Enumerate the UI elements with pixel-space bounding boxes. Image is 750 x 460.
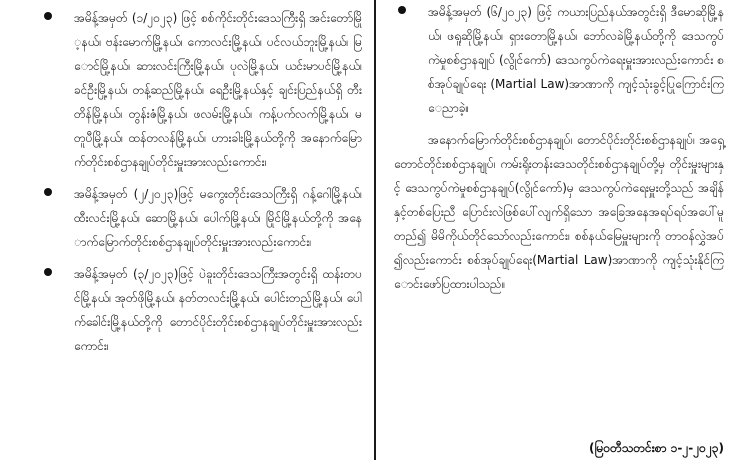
list-item	[394, 0, 724, 120]
item-text: အမိန့်အမှတ် (၂/၂၀၂၃)ဖြင့် မကွေးတိုင်းဒေသကြီးရှိ ဂန့်ဂေါမြို့နယ်၊ ထီးလင်းမြို့နယ်၊ ဆောမြို့နယ်၊ ပေါက်မြို့နယ်၊ မြိုင်မြို့နယ်တို့ကို အနောက်မြောက်တိုင်းစစ်ဌာနချုပ်တိုင်းမှူးအားလည်းကောင်း၊	[74, 187, 362, 249]
left-column	[40, 6, 362, 366]
bullet-icon	[44, 268, 52, 276]
body-paragraph: အနောက်မြောက်တိုင်းစစ်ဌာနချုပ်၊ တောင်ပိုင်းတိုင်းစစ်ဌာနချုပ်၊ အရှေ့တောင်တိုင်းစစ်ဌာနချုပ်၊ ကမ်းရိုးတန်းဒေသတိုင်းစစ်ဌာနချုပ်တို့မှ တိုင်းမှူးများနှင့် ဒေသကွပ်ကဲမှုစစ်ဌာနချုပ်(လွိုင်ကော်)မှ ဒေသကွပ်ကဲရေးမှူးတို့သည် အချိန်နှင့်တစ်ပြေးညီ ပြောင်းလဲဖြစ်ပေါ်လျက်ရှိသော အခြေအနေအရပ်ရပ်အပေါ်မူတည်၍ မိမိကိုယ်တိုင်သော်လည်းကောင်း၊ စစ်နယ်မြေမှူးများကို တာဝန်လွှဲအပ်၍လည်းကောင်း စစ်အုပ်ချုပ်ရေး(Martial Law)အာဏာကို ကျင့်သုံးနိုင်ကြောင်းဖော်ပြထားပါသည်။	[394, 133, 724, 291]
bullet-icon	[44, 12, 52, 20]
source-citation: (မြဝတီသတင်းစာ ၁-၂-၂၀၂၃)	[588, 441, 724, 455]
bullet-icon	[44, 188, 52, 196]
item-text: အမိန့်အမှတ် (၃/၂၀၂၃)ဖြင့် ပဲခူးတိုင်းဒေသကြီးအတွင်းရှိ ထန်းတပင်မြို့နယ်၊ အုတ်ဖိုမြို့နယ်၊ နတ်တလင်းမြို့နယ်၊ ပေါင်းတည်မြို့နယ်၊ ပေါက်ခေါင်းမြို့နယ်တို့ကို တောင်ပိုင်းတိုင်းစစ်ဌာနချုပ်တိုင်းမှူးအားလည်းကောင်း၊	[74, 267, 362, 353]
column-divider	[374, 0, 376, 460]
list-item	[40, 262, 362, 358]
right-column	[394, 0, 724, 296]
list-item	[40, 6, 362, 174]
list-item	[40, 182, 362, 254]
bullet-icon	[398, 6, 406, 14]
item-text: အမိန့်အမှတ် (၁/၂၀၂၃) ဖြင့် စစ်ကိုင်းတိုင်းဒေသကြီးရှိ အင်းတော်မြို့နယ်၊ ဗန်းမောက်မြို့နယ်၊ ကောလင်းမြို့နယ်၊ ပင်လယ်ဘူးမြို့နယ်၊ မြောင်မြို့နယ်၊ ဆားလင်းကြီးမြို့နယ်၊ ပုလဲမြို့နယ်၊ ယင်းမာပင်မြို့နယ်၊ ခင်ဦးမြို့နယ်၊ တန့်ဆည်မြို့နယ်၊ ရေဦးမြို့နယ်နှင့် ချင်းပြည်နယ်ရှိ တီးတိန်မြို့နယ်၊ တွန်းဇံမြို့နယ်၊ ဖလမ်းမြို့နယ်၊ ကန့်ပက်လက်မြို့နယ်၊ မတူပီမြို့နယ်၊ ထန်တလန်မြို့နယ်၊ ဟားခါးမြို့နယ်တို့ကို အနောက်မြောက်တိုင်းစစ်ဌာနချုပ်တိုင်းမှူးအားလည်းကောင်း၊	[74, 11, 362, 169]
item-text: အမိန့်အမှတ် (၆/၂၀၂၃) ဖြင့် ကယားပြည်နယ်အတွင်းရှိ ဒီမောဆိုမြို့နယ်၊ ဖရူဆိုမြို့နယ်၊ ရှားတောမြို့နယ်၊ ဘော်လခဲမြို့နယ်တို့ကို ဒေသကွပ်ကဲမှုစစ်ဌာနချုပ် (လွိုင်ကော်) ဒေသကွပ်ကဲရေးမှူးအားလည်းကောင်း စစ်အုပ်ချုပ်ရေး (Martial Law)အာဏာကို ကျင့်သုံးခွင့်ပြုကြောင်းကြေညာခဲ့။	[428, 5, 724, 115]
